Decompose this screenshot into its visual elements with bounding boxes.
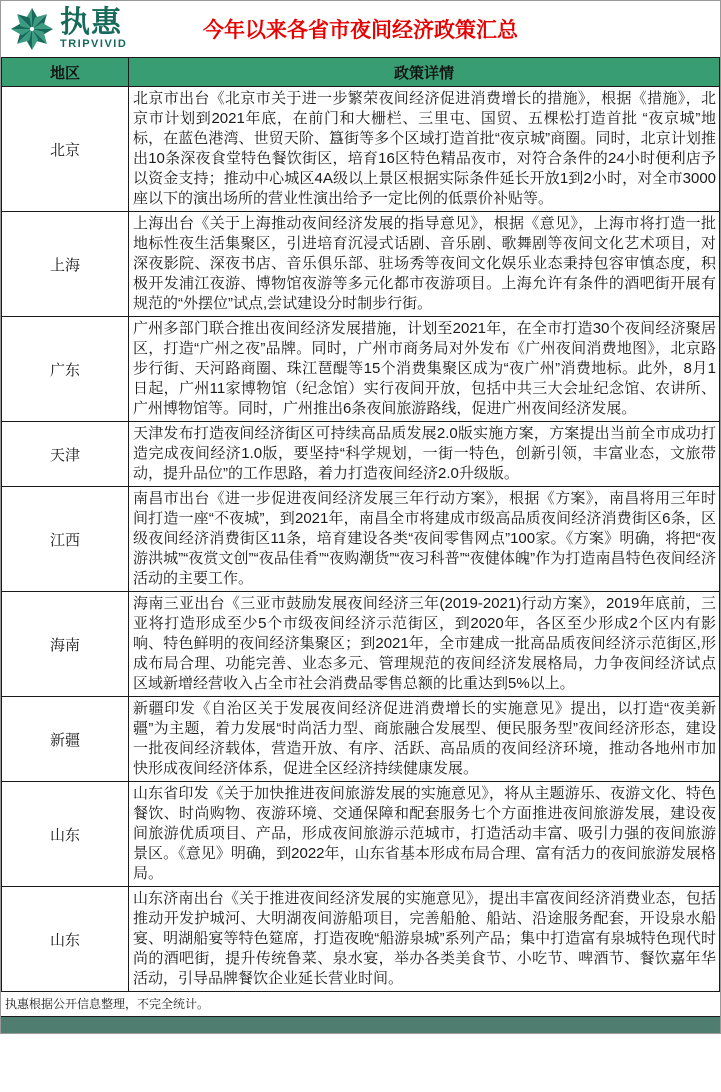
policy-cell: 北京市出台《北京市关于进一步繁荣夜间经济促进消费增长的措施》，根据《措施》，北京市计划到2021年底，在前门和大栅栏、三里屯、国贸、五棵松打造首批 “夜京城”地标，在蓝色港湾、世贸天阶、簋街等多个区域打造首批“夜京城”商圈。同时，北京计划推出10条深夜食堂特色餐饮街区，培育16区特色精品夜市，对符合条件的24小时便利店予以资金支持；推动中心城区4A级以上景区根据实际条件延长开放1到2小时，对全市3000座以下的演出场所的营业性演出给予一定比例的低票价补贴等。 xyxy=(129,87,720,212)
region-cell: 江西 xyxy=(2,487,129,592)
policy-cell: 山东省印发《关于加快推进夜间旅游发展的实施意见》，将从主题游乐、夜游文化、特色餐饮、时尚购物、夜游环境、交通保障和配套服务七个方面推进夜间旅游发展，建设夜间旅游优质项目、产品，形成夜间旅游示范城市，打造活动丰富、吸引力强的夜间旅游景区。《意见》明确，到2022年，山东省基本形成布局合理、富有活力的夜间旅游发展格局。 xyxy=(129,782,720,887)
bottom-bar xyxy=(1,1017,720,1033)
brand-text xyxy=(60,8,127,50)
brand-logo xyxy=(1,6,127,52)
table-header-row xyxy=(2,58,720,87)
table-row-xinjiang xyxy=(2,697,720,782)
region-cell: 天津 xyxy=(2,422,129,487)
policy-cell: 天津发布打造夜间经济街区可持续高品质发展2.0版实施方案，方案提出当前全市成功打造完成夜间经济1.0版，要坚持“科学规划，一街一特色，创新引领，丰富业态，文旅带动，提升品位”的工作思路，着力打造夜间经济2.0升级版。 xyxy=(129,422,720,487)
brand-name: 执惠 xyxy=(60,6,122,39)
brand-subname: TRIPVIVID xyxy=(60,38,128,50)
table-row-shandong-province xyxy=(2,782,720,887)
region-cell: 山东 xyxy=(2,782,129,887)
column-header-region: 地区 xyxy=(2,58,129,87)
policy-cell: 新疆印发《自治区关于发展夜间经济促进消费增长的实施意见》提出，以打造“夜美新疆”为主题，着力发展“时尚活力型、商旅融合发展型、便民服务型”夜间经济形态，建设一批夜间经济载体，营造开放、有序、活跃、高品质的夜间经济环境，推动各地州市加快形成夜间经济体系，促进全区经济持续健康发展。 xyxy=(129,697,720,782)
page-title: 今年以来各省市夜间经济政策汇总 xyxy=(203,19,518,42)
table-row-shanghai xyxy=(2,212,720,317)
region-cell: 海南 xyxy=(2,592,129,697)
policy-cell: 上海出台《关于上海推动夜间经济发展的指导意见》，根据《意见》，上海市将打造一批地标性夜生活集聚区，引进培育沉浸式话剧、音乐剧、歌舞剧等夜间文化艺术项目，对深夜影院、深夜书店、音乐俱乐部、驻场秀等夜间文化娱乐业态秉持包容审慎态度，积极开发浦江夜游、博物馆夜游等多元化都市夜游项目。上海允许有条件的酒吧街开展有规范的“外摆位”试点,尝试建设分时制步行街。 xyxy=(129,212,720,317)
table-row-jiangxi xyxy=(2,487,720,592)
policy-table xyxy=(1,57,720,992)
region-cell: 山东 xyxy=(2,887,129,992)
policy-cell: 南昌市出台《进一步促进夜间经济发展三年行动方案》，根据《方案》，南昌将用三年时间打造一座“不夜城”，到2021年，南昌全市将建成市级高品质夜间经济消费街区6条，区级夜间经济消费街区11条，培育建设各类“夜间零售网点”100家。《方案》明确，将把“夜游洪城”“夜赏文创”“夜品佳肴”“夜购潮货”“夜习科普”“夜健体魄”作为打造南昌特色夜间经济活动的主要工作。 xyxy=(129,487,720,592)
table-row-guangdong xyxy=(2,317,720,422)
region-cell: 上海 xyxy=(2,212,129,317)
tripvivid-pinwheel-icon xyxy=(9,6,55,52)
region-cell: 新疆 xyxy=(2,697,129,782)
table-row-beijing xyxy=(2,87,720,212)
policy-cell: 海南三亚出台《三亚市鼓励发展夜间经济三年(2019-2021)行动方案》，2019年底前，三亚将打造形成至少5个市级夜间经济示范街区，到2020年，各区至少形成2个区内有影响、特色鲜明的夜间经济集聚区；到2021年，全市建成一批高品质夜间经济示范街区,形成布局合理、功能完善、业态多元、管理规范的夜间经济发展格局，力争夜间经济试点区域新增经营收入占全市社会消费品零售总额的比重达到5%以上。 xyxy=(129,592,720,697)
table-row-hainan xyxy=(2,592,720,697)
region-cell: 广东 xyxy=(2,317,129,422)
region-cell: 北京 xyxy=(2,87,129,212)
page-header xyxy=(1,1,720,57)
policy-cell: 广州多部门联合推出夜间经济发展措施，计划至2021年，在全市打造30个夜间经济聚居区，打造“广州之夜”品牌。同时，广州市商务局对外发布《广州夜间消费地图》，北京路步行街、天河路商圈、珠江琶醍等15个消费集聚区成为“夜广州”消费地标。此外，8月1日起，广州11家博物馆（纪念馆）实行夜间开放，包括中共三大会址纪念馆、农讲所、广州博物馆等。同时，广州推出6条夜间旅游路线，促进广州夜间经济发展。 xyxy=(129,317,720,422)
policy-cell: 山东济南出台《关于推进夜间经济发展的实施意见》，提出丰富夜间经济消费业态，包括推动开发护城河、大明湖夜间游船项目，完善船舱、船站、沿途服务配套，开设泉水船宴、明湖船宴等特色筵席，打造夜晚“船游泉城”系列产品；集中打造富有泉城特色现代时尚的酒吧街，提升传统鲁菜、泉水宴，举办各类美食节、小吃节、啤酒节、餐饮嘉年华活动，引导品牌餐饮企业延长营业时间。 xyxy=(129,887,720,992)
footnote: 执惠根据公开信息整理，不完全统计。 xyxy=(1,992,720,1017)
column-header-policy: 政策详情 xyxy=(129,58,720,87)
table-row-shandong-jinan xyxy=(2,887,720,992)
table-row-tianjin xyxy=(2,422,720,487)
